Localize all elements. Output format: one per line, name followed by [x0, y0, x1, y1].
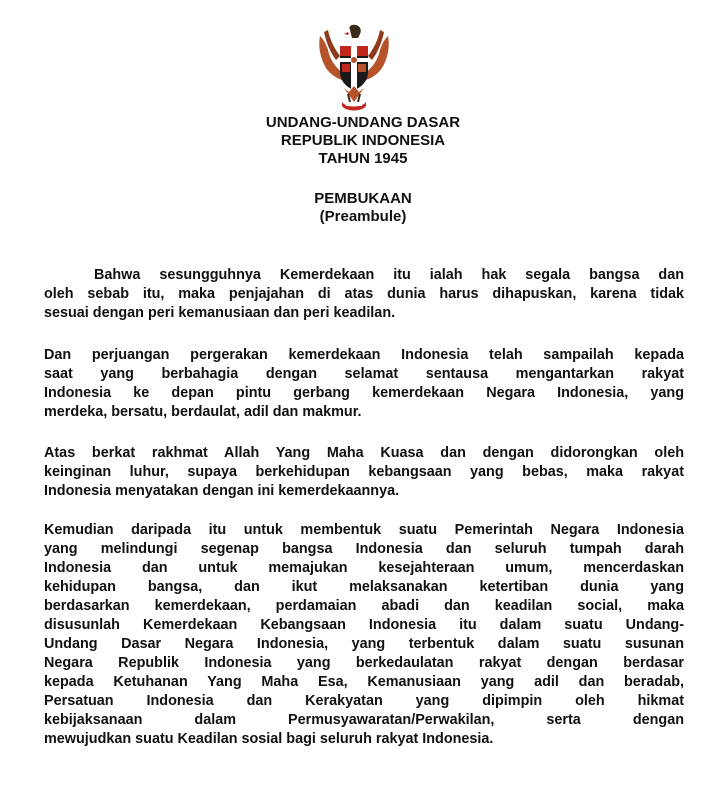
text-line: Kemudian daripada itu untuk membentuk suatu Pemerintah Negara Indonesia [44, 522, 684, 538]
paragraph-3 [44, 444, 684, 501]
text-line: Indonesia dan untuk memajukan kesejahteraan umum, mencerdaskan [44, 560, 684, 576]
text-line: Persatuan Indonesia dan Kerakyatan yang dipimpin oleh hikmat [44, 693, 684, 709]
text-line: sesuai dengan peri kemanusiaan dan peri keadilan. [44, 305, 396, 321]
title-line: REPUBLIK INDONESIA [280, 132, 446, 149]
text-line: disusunlah Kemerdekaan Kebangsaan Indonesia itu dalam suatu Undang- [44, 617, 684, 633]
text-line: Atas berkat rakhmat Allah Yang Maha Kuasa dan dengan didorongkan oleh [44, 445, 684, 461]
text-line: Indonesia menyatakan dengan ini kemerdekaannya. [44, 483, 400, 499]
document-title [0, 114, 726, 168]
garuda-emblem-icon [312, 22, 396, 112]
text-line: kehidupan bangsa, dan ikut melaksanakan ketertiban dunia yang [44, 579, 684, 595]
text-line: keinginan luhur, supaya berkehidupan kebangsaan yang bebas, maka rakyat [44, 464, 684, 480]
text-line: Indonesia ke depan pintu gerbang kemerdekaan Negara Indonesia, yang [44, 385, 684, 401]
text-line: kebijaksanaan dalam Permusyawaratan/Perwakilan, serta dengan [44, 712, 684, 728]
text-line: Undang Dasar Negara Indonesia, yang terbentuk dalam suatu susunan [44, 636, 684, 652]
text-line: mewujudkan suatu Keadilan sosial bagi seluruh rakyat Indonesia. [44, 731, 494, 747]
section-heading [0, 190, 726, 226]
section-subtitle: (Preambule) [319, 208, 407, 225]
text-line: Dan perjuangan pergerakan kemerdekaan Indonesia telah sampailah kepada [44, 347, 684, 363]
text-line: berdasarkan kemerdekaan, perdamaian abadi dan keadilan social, maka [44, 598, 684, 614]
paragraph-4 [44, 521, 684, 749]
title-line: TAHUN 1945 [318, 150, 408, 167]
text-line: oleh sebab itu, maka penjajahan di atas dunia harus dihapuskan, karena tidak [44, 286, 684, 302]
paragraph-2 [44, 346, 684, 422]
text-line: Negara Republik Indonesia yang berkedaulatan rakyat dengan berdasar [44, 655, 684, 671]
paragraph-1 [44, 266, 684, 323]
text-line: Bahwa sesungguhnya Kemerdekaan itu ialah hak segala bangsa dan [94, 267, 684, 283]
text-line: kepada Ketuhanan Yang Maha Esa, Kemanusiaan yang adil dan beradab, [44, 674, 684, 690]
text-line: merdeka, bersatu, berdaulat, adil dan makmur. [44, 404, 362, 420]
section-title: PEMBUKAAN [314, 190, 412, 207]
text-line: yang melindungi segenap bangsa Indonesia dan seluruh tumpah darah [44, 541, 684, 557]
title-line: UNDANG-UNDANG DASAR [265, 114, 461, 131]
text-line: saat yang berbahagia dengan selamat sentausa mengantarkan rakyat [44, 366, 684, 382]
